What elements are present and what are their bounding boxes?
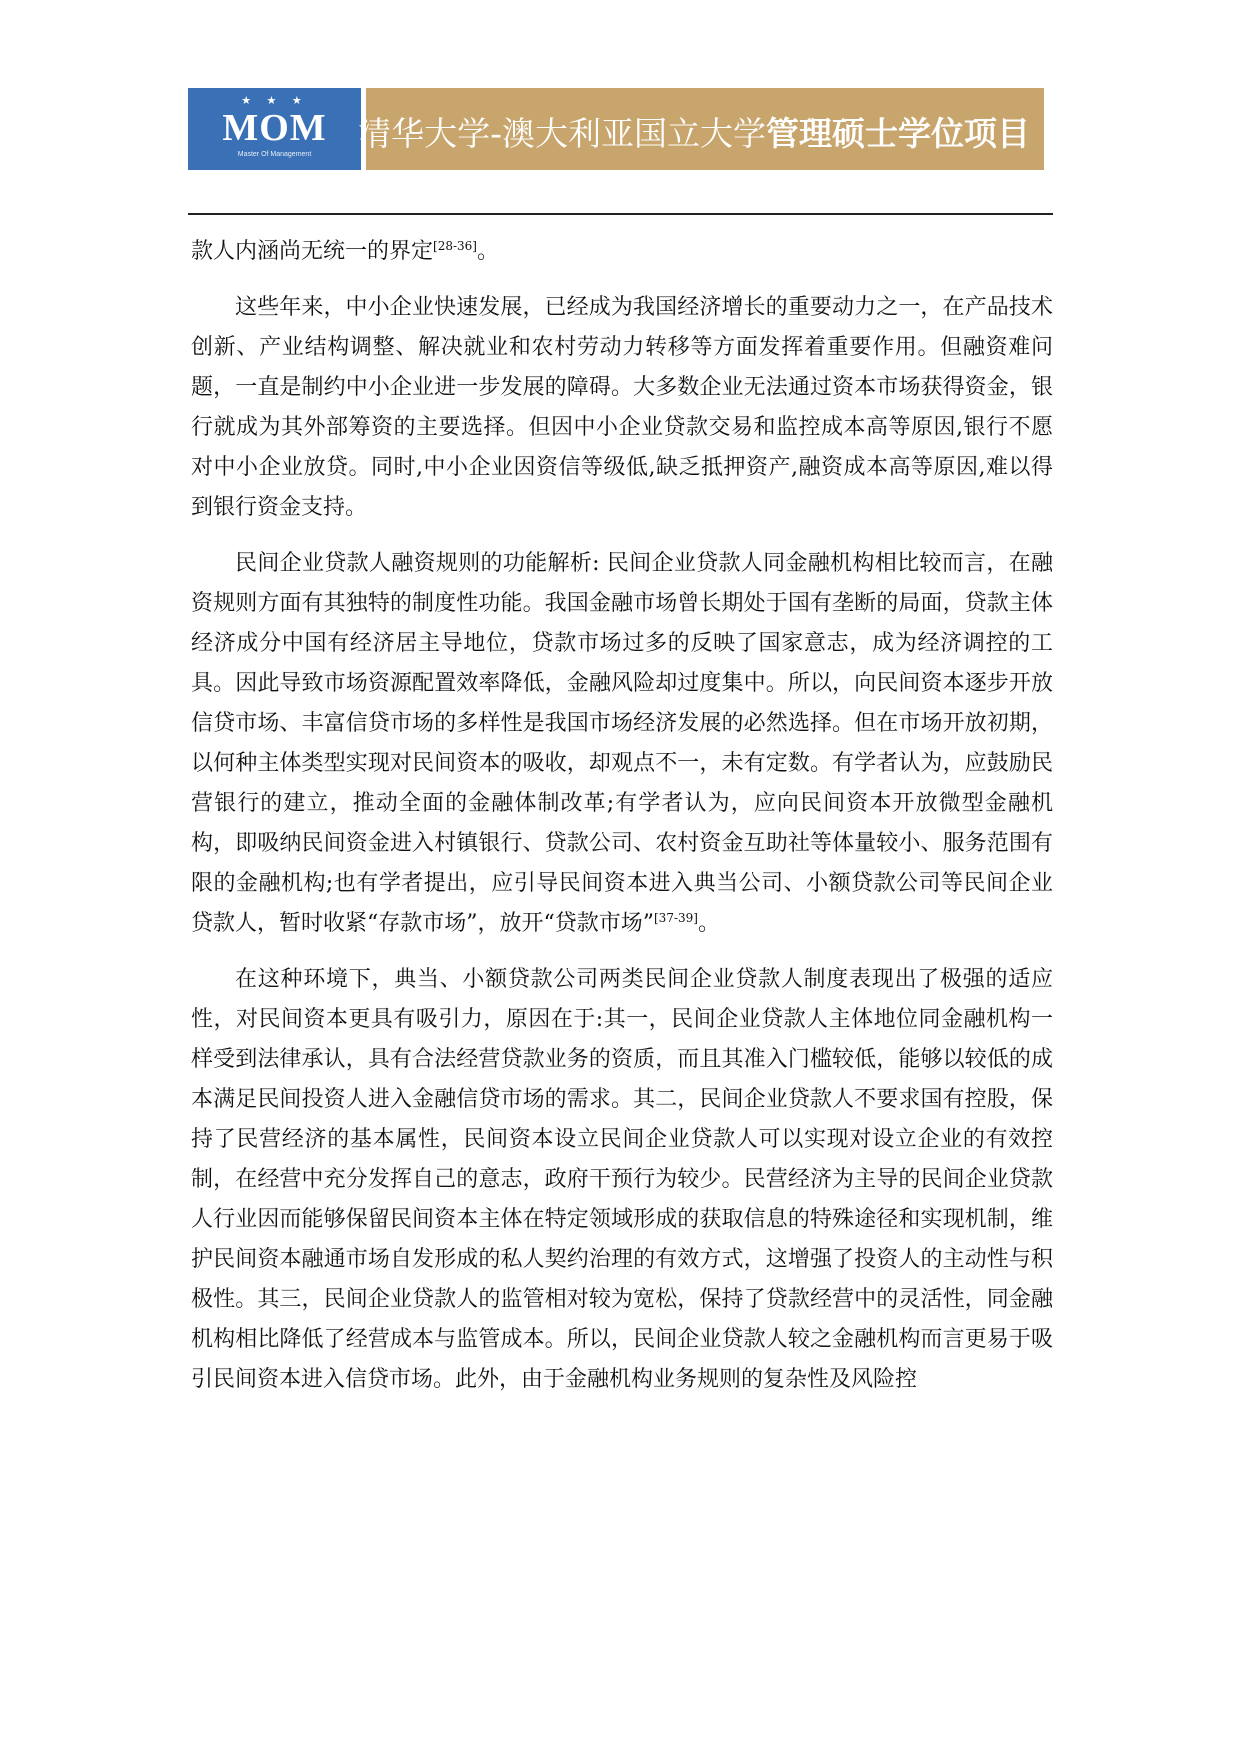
paragraph-3 [191, 544, 1053, 944]
logo-text: MOM [222, 107, 327, 149]
page-header [188, 88, 1044, 170]
paragraph-4: 在这种环境下，典当、小额贷款公司两类民间企业贷款人制度表现出了极强的适应性，对民间资本更具有吸引力，原因在于:其一，民间企业贷款人主体地位同金融机构一样受到法律承认，具有合法经营贷款业务的资质，而且其准入门槛较低，能够以较低的成本满足民间投资人进入金融信贷市场的需求。其二，民间企业贷款人不要求国有控股，保持了民营经济的基本属性，民间资本设立民间企业贷款人可以实现对设立企业的有效控制，在经营中充分发挥自己的意志，政府干预行为较少。民营经济为主导的民间企业贷款人行业因而能够保留民间资本主体在特定领域形成的获取信息的特殊途径和实现机制，维护民间资本融通市场自发形成的私人契约治理的有效方式，这增强了投资人的主动性与积极性。其三，民间企业贷款人的监管相对较为宽松，保持了贷款经营中的灵活性，同金融机构相比降低了经营成本与监管成本。所以，民间企业贷款人较之金融机构而言更易于吸引民间资本进入信贷市场。此外，由于金融机构业务规则的复杂性及风险控 [191, 967, 1053, 1392]
citation-28-36: [28-36] [433, 239, 477, 253]
header-title [358, 108, 1030, 155]
logo-subtitle: Master Of Management [237, 151, 312, 158]
header-title-banner [358, 88, 1044, 170]
paragraph-2: 这些年来，中小企业快速发展，已经成为我国经济增长的重要动力之一，在产品技术创新、产业结构调整、解决就业和农村劳动力转移等方面发挥着重要作用。但融资难问题，一直是制约中小企业进一步发展的障碍。大多数企业无法通过资本市场获得资金，银行就成为其外部筹资的主要选择。但因中小企业贷款交易和监控成本高等原因,银行不愿对中小企业放贷。同时,中小企业因资信等级低,缺乏抵押资产,融资成本高等原因,难以得到银行资金支持。 [191, 295, 1053, 520]
header-divider [188, 213, 1053, 215]
paragraph-1-end: 。 [476, 239, 499, 264]
paragraph-1-text: 款人内涵尚无统一的界定 [191, 239, 434, 264]
paragraph-1 [191, 232, 1053, 272]
document-body [191, 232, 1053, 1416]
header-title-bold: 管理硕士学位项目 [766, 114, 1030, 153]
paragraph-3-text: 民间企业贷款人融资规则的功能解析: 民间企业贷款人同金融机构相比较而言，在融资规则方面有其独特的制度性功能。我国金融市场曾长期处于国有垄断的局面，贷款主体经济成分中国有经济居主导地位，贷款市场过多的反映了国家意志，成为经济调控的工具。因此导致市场资源配置效率降低，金融风险却过度集中。所以，向民间资本逐步开放信贷市场、丰富信贷市场的多样性是我国市场经济发展的必然选择。但在市场开放初期，以何种主体类型实现对民间资本的吸收，却观点不一，未有定数。有学者认为，应鼓励民营银行的建立，推动全面的金融体制改革;有学者认为，应向民间资本开放微型金融机构，即吸纳民间资金进入村镇银行、贷款公司、农村资金互助社等体量较小、服务范围有限的金融机构;也有学者提出，应引导民间资本进入典当公司、小额贷款公司等民间企业贷款人，暂时收紧“存款市场”，放开“贷款市场” [191, 551, 1053, 936]
logo-stars-icon: ★ ★ ★ [241, 94, 308, 107]
mom-logo [188, 88, 361, 170]
paragraph-3-end: 。 [697, 911, 720, 936]
header-title-regular: 清华大学-澳大利亚国立大学 [358, 114, 766, 153]
citation-37-39: [37-39] [654, 911, 698, 925]
